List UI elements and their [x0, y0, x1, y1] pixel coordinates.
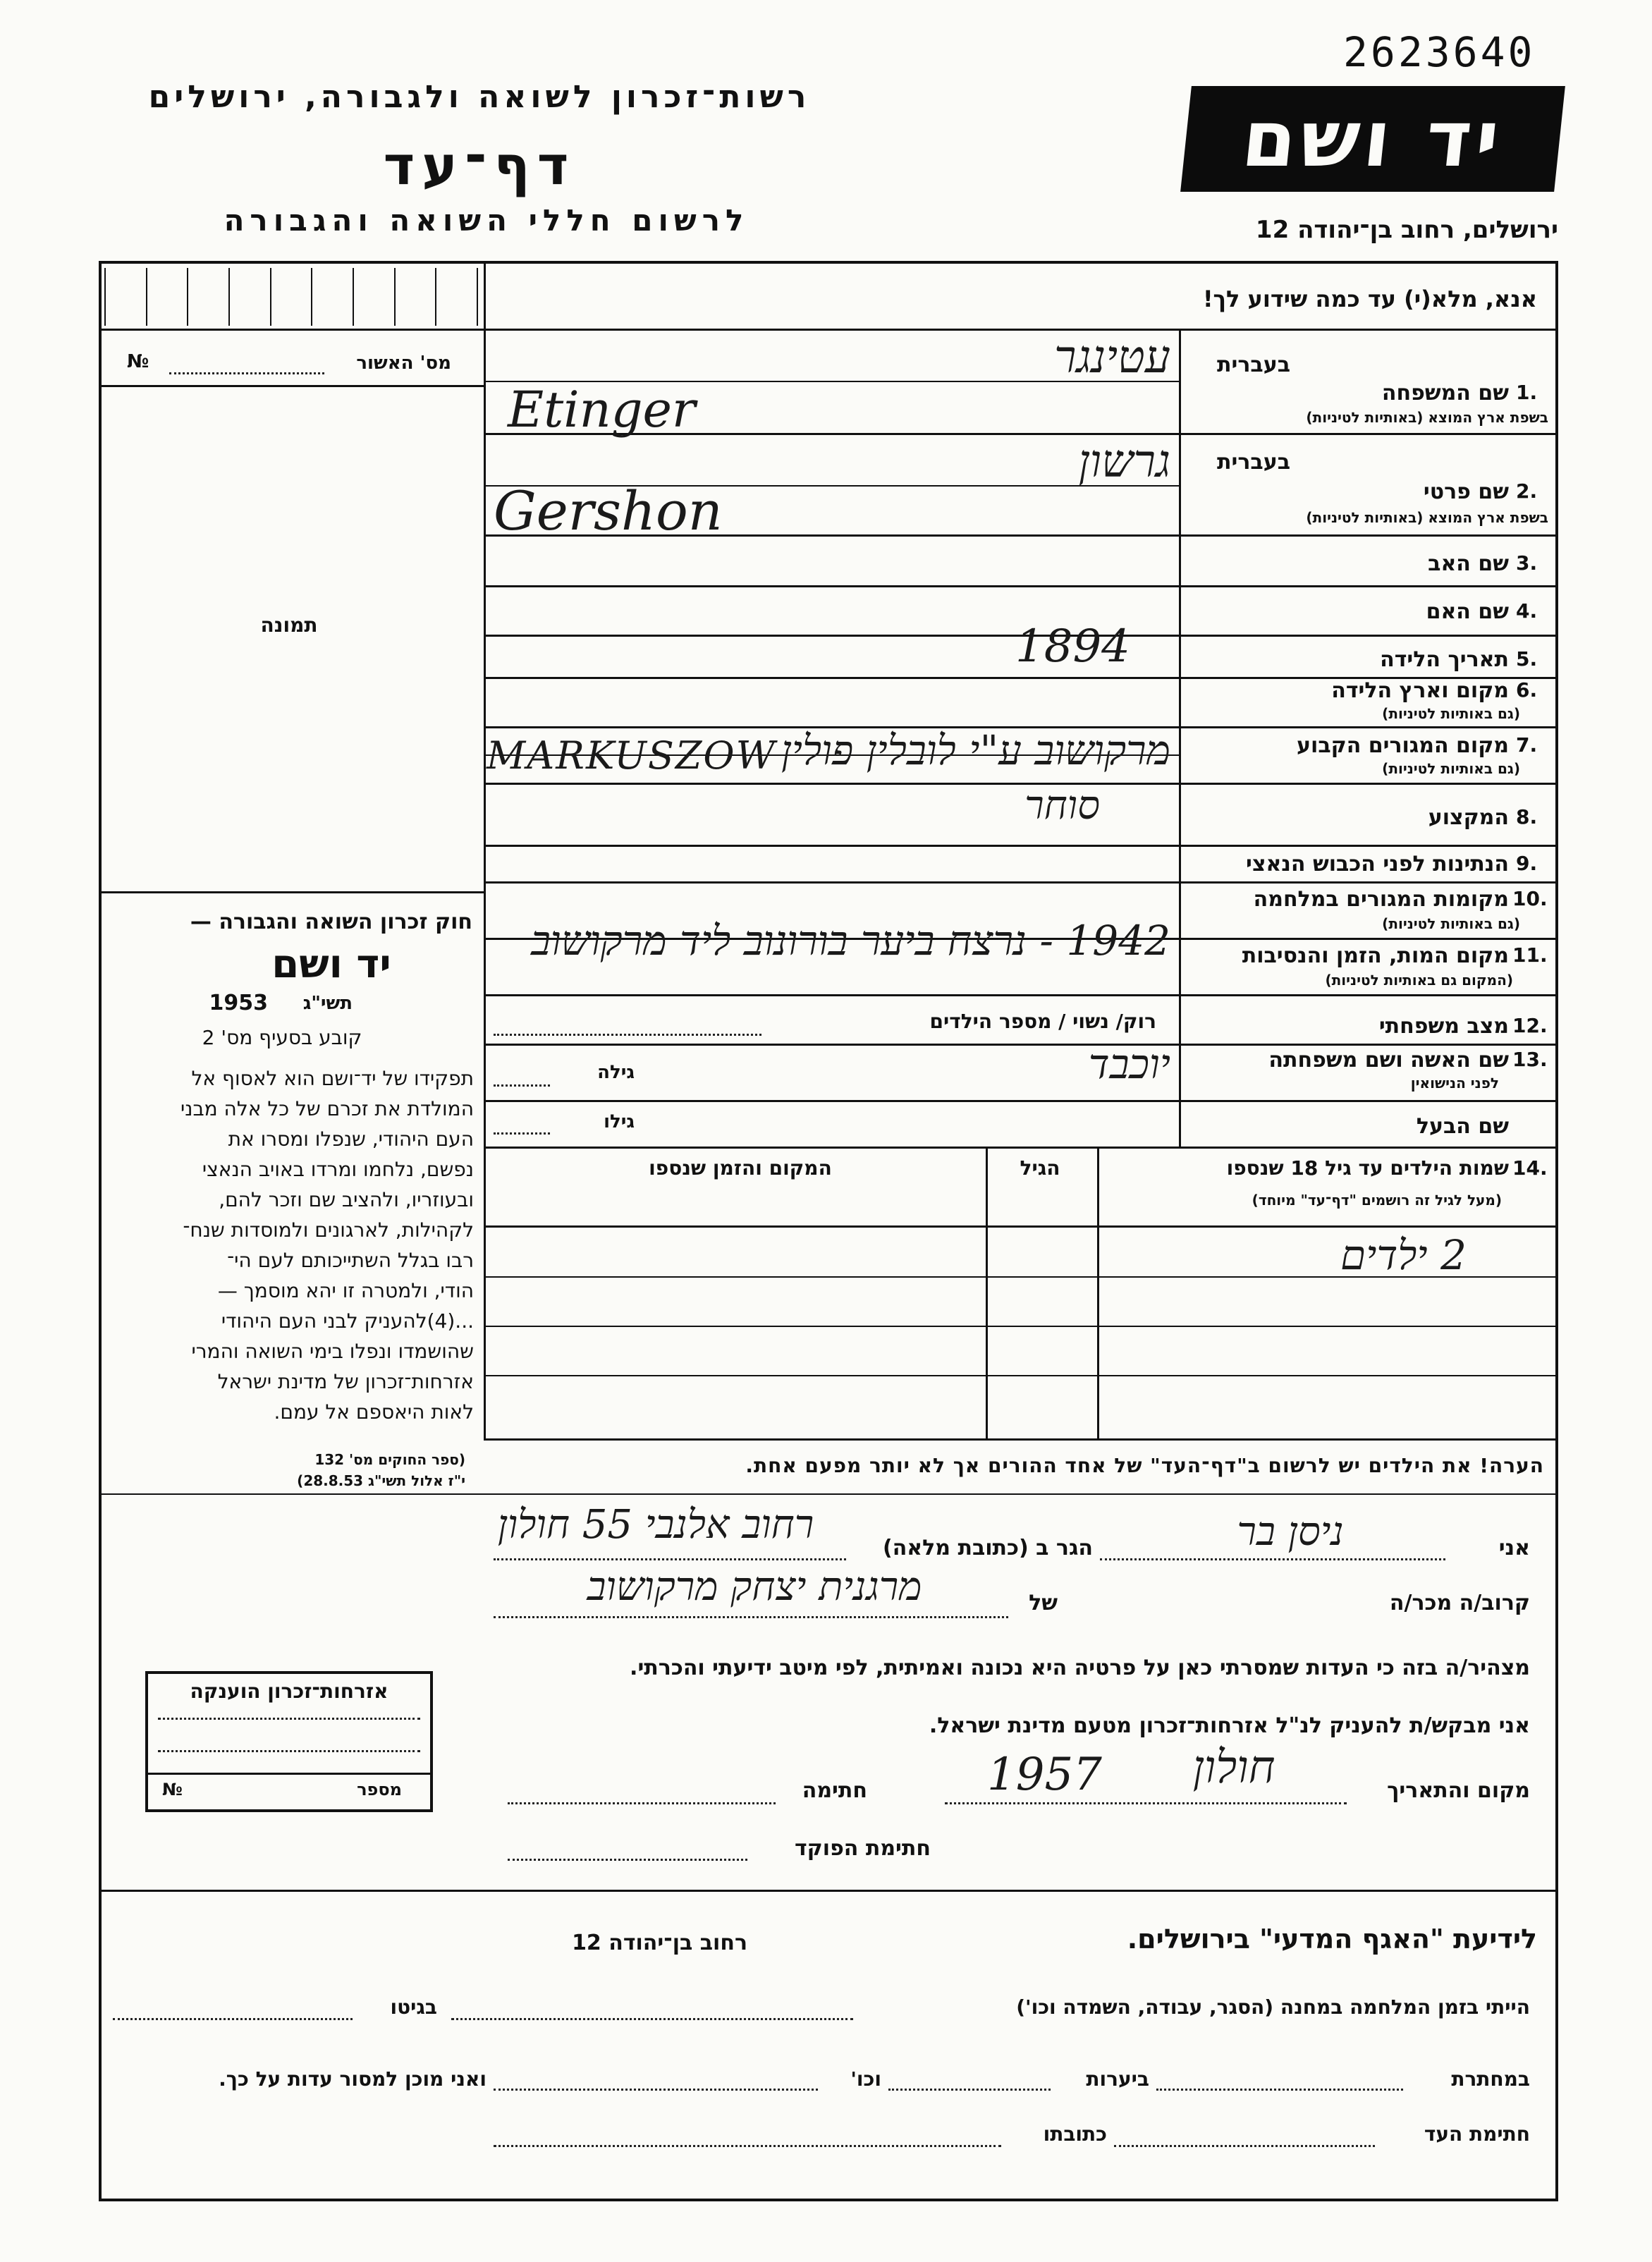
field-13-label: שם האשה ושם משפחתה [1268, 1048, 1509, 1072]
law-year: 1953 [209, 991, 268, 1015]
memorial-box-no-mark: № [162, 1780, 183, 1799]
decl-place-date-label: מקום והתאריך [1387, 1778, 1530, 1803]
field-12-options[interactable]: רוק/ נשוי / מספר הילדים [929, 1010, 1156, 1033]
confirm-number-boxes[interactable] [104, 268, 478, 326]
field-9-label: הנתינות לפני הכבוש הנאצי [1246, 852, 1509, 876]
field-11-label: מקום המות, הזמן והנסיבות [1242, 943, 1509, 968]
field-12-number: 12. [1512, 1014, 1548, 1037]
header-address: ירושלים, רחוב בן־יהודה 12 [1255, 216, 1558, 244]
field-2-value-heb[interactable]: גרשון [1078, 436, 1170, 488]
decl-i-value[interactable]: ניסן בר [1237, 1509, 1344, 1555]
field-5-label: תאריך הלידה [1380, 647, 1509, 672]
field-7-number: 7. [1516, 733, 1538, 757]
field-10-sub: (גם באותיות לטיניות) [1382, 915, 1520, 932]
law-ref-1: (ספר החוקים מס' 132 [314, 1451, 465, 1468]
children-sub: (מעל לגיל זה רושמים "דף־עד" מיוחד) [1252, 1192, 1502, 1209]
field-1-label: שם המשפחה [1381, 381, 1509, 405]
field-1-value-lat[interactable]: Etinger [508, 381, 696, 439]
confirm-no-mark: № [127, 351, 149, 372]
husband-label: שם הבעל [1416, 1114, 1509, 1139]
field-11-sub: (המקום גם באותיות לטיניות) [1325, 972, 1513, 989]
field-7-sub: (גם באותיות לטיניות) [1382, 760, 1520, 777]
field-4-number: 4. [1516, 599, 1538, 623]
page-number: 2623640 [1343, 28, 1536, 76]
field-2-lang-label: בעברית [1217, 450, 1290, 475]
decl-relation-value[interactable]: מרגנית יצחק מרקושוב [587, 1564, 922, 1610]
form-title: דף־עד [383, 134, 576, 197]
field-13-age-label: גילה [597, 1062, 635, 1083]
decl-place-value[interactable]: חולון [1192, 1742, 1275, 1794]
field-1-lang-label: בעברית [1217, 353, 1290, 377]
field-2-sub: בשפת ארץ המוצא (באותיות לטיניות) [1306, 509, 1548, 526]
children-col-place: המקום והזמן שנספו [649, 1156, 832, 1180]
field-3-number: 3. [1516, 551, 1538, 575]
footer-line2-b: ביערות [1086, 2067, 1149, 2091]
memorial-box-title: אזרחות־זכרון הוענקה [190, 1680, 388, 1703]
field-5-value[interactable]: 1894 [1015, 620, 1130, 673]
field-2-value-lat[interactable]: Gershon [494, 479, 723, 542]
field-4-label: שם האם [1426, 599, 1509, 624]
footer-line1-b: בגיטו [390, 1995, 437, 2019]
footer-line2-d: ואני מוכן למסור עדות על כך. [219, 2067, 487, 2091]
law-ref-2: י"ז אלול תשי"ג 28.8.53) [297, 1472, 465, 1489]
decl-resides-value[interactable]: רחוב אלנבי 55 חולון [497, 1502, 814, 1548]
husband-age-label: גילו [604, 1111, 635, 1132]
field-7-value-lat[interactable]: MARKUSZOW [487, 733, 777, 778]
decl-request: אני מבקש/ת להעניק לנ"ל אזרחות־זכרון מטעם מדינת ישראל. [929, 1713, 1530, 1738]
logo-text: יד ושם [1237, 94, 1508, 184]
footer-line2-a: במחתרת [1451, 2067, 1530, 2091]
children-value[interactable]: 2 ילדים [1340, 1231, 1467, 1279]
footer-line2-c: וכו' [850, 2067, 881, 2091]
field-12-label: מצב משפחתי [1378, 1014, 1509, 1039]
form-subtitle: לרשום חללי השואה והגבורה [224, 203, 749, 238]
field-2-label: שם פרטי [1423, 479, 1509, 504]
decl-signature-label: חתימה [802, 1778, 867, 1803]
field-8-number: 8. [1516, 805, 1538, 829]
children-note: הערה! את הילדים יש לרשום ב"דף־העד" של אחד ההורים אך לא יותר מפעם אחת. [745, 1454, 1544, 1477]
decl-date-value[interactable]: 1957 [987, 1749, 1102, 1801]
decl-statement: מצהיר/ה בזה כי העדות שמסרתי כאן על פרטיה היא נכונה ואמיתית, לפי מיטב ידיעתי והכרתי. [630, 1656, 1530, 1680]
field-1-sub: בשפת ארץ המוצא (באותיות לטיניות) [1306, 409, 1548, 426]
instruction-text: אנא, מלא(י) עד כמה שידוע לך! [1202, 286, 1537, 312]
confirm-number-label: מס' האשור [356, 353, 451, 374]
children-label: שמות הילדים עד גיל 18 שנספו [1226, 1156, 1509, 1180]
footer-line1-a: הייתי בזמן המלחמה במחנה (הסגר, עבודה, השמדה וכו') [1016, 1995, 1530, 2019]
footer-line3-b: כתובתו [1043, 2122, 1107, 2146]
law-name: יד ושם [271, 941, 391, 987]
decl-relation-label: קרוב/ה מכר/ה [1389, 1591, 1530, 1615]
law-year-heb: תשי"ג [302, 993, 353, 1014]
field-6-sub: (גם באותיות לטיניות) [1382, 705, 1520, 722]
footer-address: רחוב בן־יהודה 12 [572, 1931, 747, 1955]
decl-officer-label: חתימת הפוקד [795, 1836, 931, 1861]
field-6-number: 6. [1516, 678, 1538, 702]
decl-resides-label: הגר ב (כתובת מלאה) [882, 1536, 1093, 1560]
field-8-label: המקצוע [1428, 805, 1509, 830]
footer-title: לידיעת "האגף המדעי" בירושלים. [1127, 1924, 1537, 1955]
memorial-box-number-label: מספר [357, 1780, 402, 1799]
yad-vashem-logo [1180, 86, 1565, 192]
field-7-label: מקום המגורים הקבוע [1297, 733, 1509, 758]
law-title: חוק זכרון השואה והגבורה — [190, 910, 472, 934]
field-8-value[interactable]: סוחר [1024, 783, 1100, 829]
field-10-number: 10. [1512, 887, 1548, 910]
field-10-label: מקומות המגורים במלחמה [1253, 887, 1509, 912]
law-clause: קובע בסעיף מס' 2 [202, 1026, 362, 1049]
decl-relation-of: של [1029, 1591, 1058, 1615]
field-1-number: 1. [1516, 381, 1538, 404]
children-col-age: הגיל [1020, 1156, 1060, 1180]
field-9-number: 9. [1516, 852, 1538, 875]
field-6-label: מקום וארץ הלידה [1331, 678, 1509, 703]
law-body: תפקידו של יד־ושם הוא לאסוף אל המולדת את זכרם של כל אלה מבני העם היהודי, שנפלו ומסרו את נפשם, נלחמו ומרדו באויב הנאצי ובעוזריו, ולהציב שם וזכר להם, לקהילות, לארגונים ולמוסדות שנח־ רבו בגלל השתייכותם לעם הי־ הודי, ולמטרה זו יהא מוסמך — ...(4)להעניק לבני העם היהודי שהושמדו ונפלו בימי השואה והמרי אזרחות־זכרון של מדינת ישראל לאות היאספם אל עמם. [180, 1067, 474, 1424]
footer-line3-a: חתימת העד [1424, 2122, 1530, 2146]
field-13-sub: לפני הנישואין [1410, 1075, 1499, 1092]
field-11-number: 11. [1512, 943, 1548, 967]
field-2-number: 2. [1516, 479, 1538, 503]
photo-label: תמונה [260, 613, 318, 637]
authority-title: רשות־זכרון לשואה ולגבורה, ירושלים [148, 79, 811, 115]
field-14-number: 14. [1512, 1156, 1548, 1180]
field-13-value[interactable]: יוכבד [1088, 1040, 1170, 1088]
field-5-number: 5. [1516, 647, 1538, 671]
memorial-citizenship-box [145, 1671, 433, 1812]
field-11-value[interactable]: 1942 - נרצח ביער בורונוב ליד מרקושוב [530, 917, 1170, 965]
field-1-value-heb[interactable]: עטינגר [1053, 331, 1170, 384]
field-3-label: שם האב [1428, 551, 1509, 576]
field-7-value[interactable]: מרקושוב ע"י לובלין פולין [781, 726, 1170, 774]
field-13-number: 13. [1512, 1048, 1548, 1071]
decl-i-label: אני [1498, 1536, 1530, 1560]
